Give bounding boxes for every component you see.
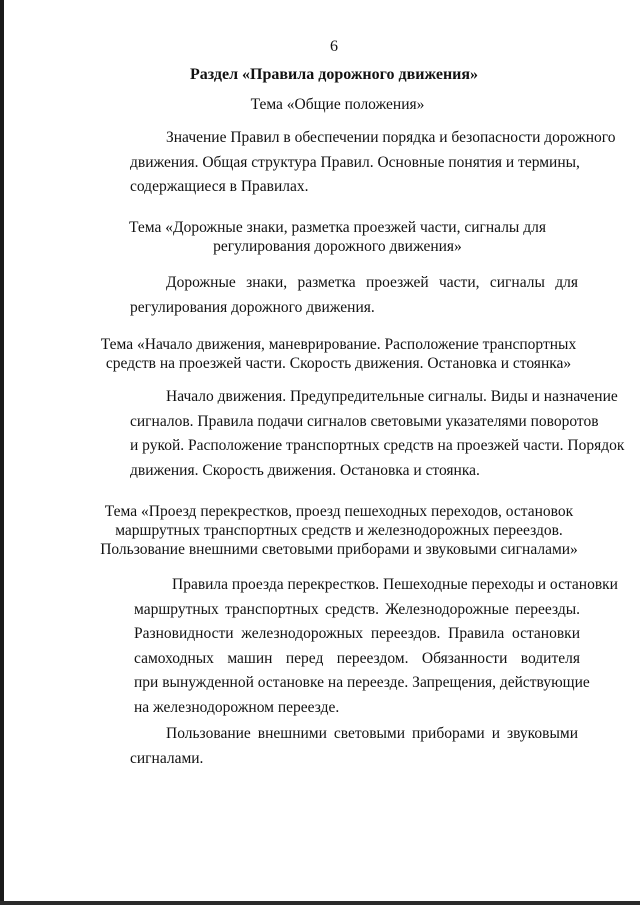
topic-title-start-of-movement (86, 335, 591, 373)
topic-title-intersections (84, 502, 594, 559)
paragraph-line: Дорожные знаки, разметка проезжей части, сигналы для (166, 274, 578, 291)
paragraph-line: при вынужденной остановке на переезде. Запрещения, действующие (134, 674, 590, 691)
topic-title-general (90, 95, 585, 114)
paragraph-line: на железнодорожном переезде. (134, 698, 340, 716)
paragraph-line: движения. Общая структура Правил. Основные понятия и термины, (130, 153, 580, 171)
paragraph-line: Пользование внешними световыми приборами и звуковыми (166, 725, 578, 742)
scan-border-bottom (0, 901, 640, 905)
topic-title-line: Тема «Начало движения, маневрирование. Расположение транспортных (100, 336, 577, 353)
paragraph-line: Правила проезда перекрестков. Пешеходные переходы и остановки (172, 576, 618, 593)
paragraph-line: сигналами. (130, 749, 204, 767)
scan-border-left (0, 0, 4, 905)
topic-paragraph-intersections (98, 573, 618, 720)
topic-title-line: средств на проезжей части. Скорость движения. Остановка и стоянка» (105, 355, 572, 372)
paragraph-line: сигналов. Правила подачи сигналов световыми указателями поворотов (130, 412, 599, 430)
topic-title-line: Пользование внешними световыми приборами и звуковыми сигналами» (100, 541, 578, 558)
topic-title-line: регулирования дорожного движения» (213, 238, 462, 255)
topic-paragraph-lighting (94, 722, 578, 771)
paragraph-line: маршрутных транспортных средств. Железнодорожные переезды. (134, 600, 580, 618)
topic-title-line: Тема «Общие положения» (250, 96, 425, 113)
paragraph-line: содержащиеся в Правилах. (130, 178, 309, 195)
paragraph-line: движения. Скорость движения. Остановка и стоянка. (130, 461, 480, 479)
topic-title-road-signs (90, 218, 585, 256)
paragraph-line: Разновидности железнодорожных переездов. Правила остановки (134, 625, 580, 642)
topic-paragraph-road-signs (94, 271, 578, 320)
topic-title-line: Тема «Дорожные знаки, разметка проезжей части, сигналы для (129, 219, 546, 236)
topic-title-line: Тема «Проезд перекрестков, проезд пешеходных переходов, остановок (104, 503, 574, 520)
paragraph-line: самоходных машин перед переездом. Обязанности водителя (134, 649, 580, 667)
paragraph-line: Значение Правил в обеспечении порядка и безопасности дорожного (166, 129, 616, 146)
section-title: Раздел «Правила дорожного движения» (189, 66, 479, 83)
topic-title-line: маршрутных транспортных средств и железнодорожных переездов. (115, 522, 563, 539)
paragraph-line: Начало движения. Предупредительные сигналы. Виды и назначение (166, 388, 618, 405)
paragraph-line: регулирования дорожного движения. (130, 298, 375, 316)
paragraph-line: и рукой. Расположение транспортных средств на проезжей части. Порядок (130, 437, 625, 454)
topic-paragraph-general (94, 126, 616, 200)
page-number: 6 (330, 38, 338, 55)
topic-paragraph-start-of-movement (94, 385, 625, 483)
